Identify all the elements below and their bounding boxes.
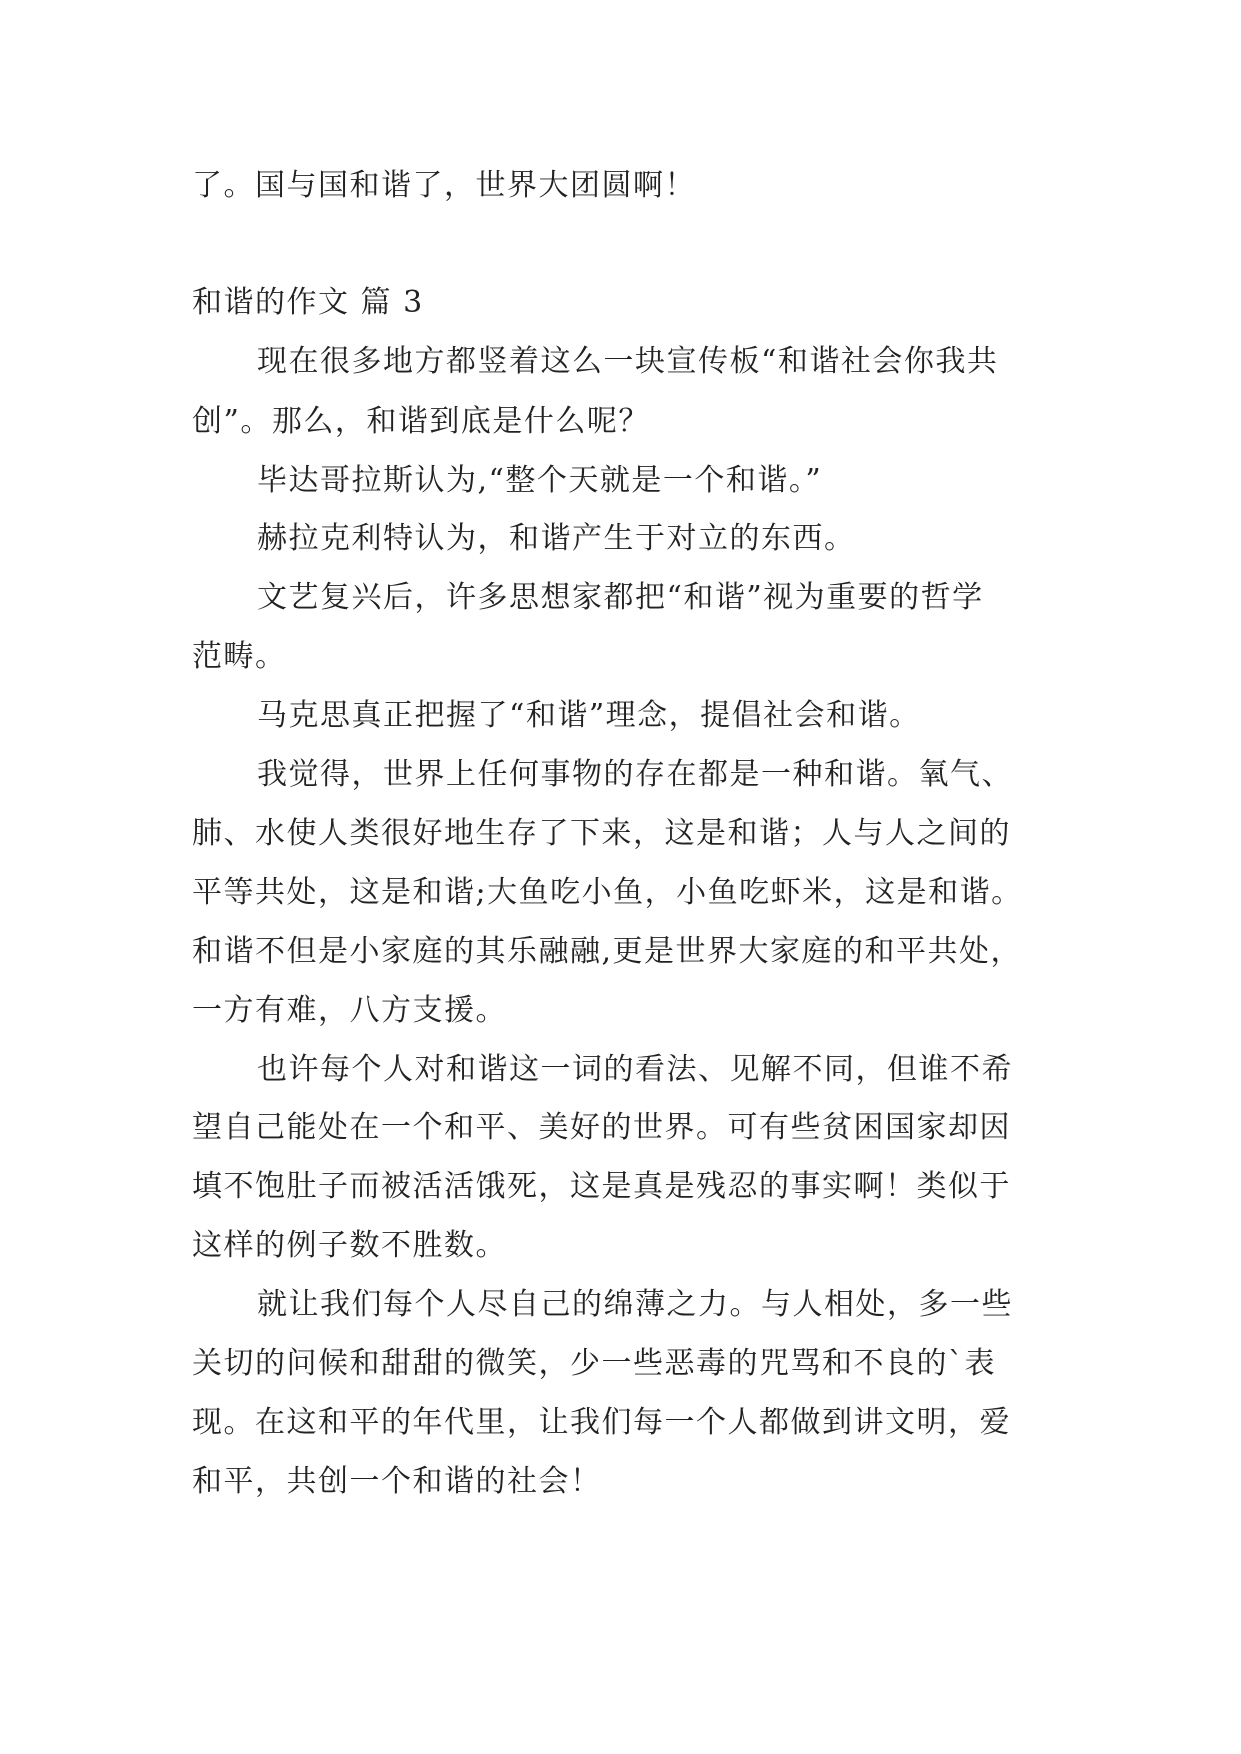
paragraph-line: 了。国与国和谐了，世界大团圆啊！ [192,168,696,203]
paragraph-line: 这样的例子数不胜数。 [192,1228,507,1263]
paragraph-line: 和平，共创一个和谐的社会！ [192,1464,602,1499]
paragraph-line: 现在很多地方都竖着这么一块宣传板“和谐社会你我共 [257,344,999,379]
paragraph-line: 创”。那么，和谐到底是什么呢？ [192,404,650,439]
paragraph-line: 平等共处，这是和谐;大鱼吃小鱼，小鱼吃虾米，这是和谐。 [192,875,1023,910]
paragraph-line: 望自己能处在一个和平、美好的世界。可有些贫困国家却因 [192,1110,1011,1145]
paragraph-line: 填不饱肚子而被活活饿死，这是真是残忍的事实啊！类似于 [192,1169,1011,1204]
paragraph-line: 毕达哥拉斯认为,“整个天就是一个和谐。” [257,463,823,498]
paragraph-line: 就让我们每个人尽自己的绵薄之力。与人相处，多一些 [257,1287,1013,1322]
section-heading: 和谐的作文 篇 3 [192,285,424,320]
paragraph-line: 肺、水使人类很好地生存了下来，这是和谐；人与人之间的 [192,816,1011,851]
paragraph-line: 现。在这和平的年代里，让我们每一个人都做到讲文明，爱 [192,1405,1011,1440]
paragraph-line: 马克思真正把握了“和谐”理念，提倡社会和谐。 [257,698,921,733]
paragraph-line: 和谐不但是小家庭的其乐融融,更是世界大家庭的和平共处， [192,934,1023,969]
paragraph-line: 一方有难，八方支援。 [192,993,507,1028]
paragraph-line: 关切的问候和甜甜的微笑，少一些恶毒的咒骂和不良的`表 [192,1346,996,1381]
paragraph-line: 范畴。 [192,639,287,674]
paragraph-line: 赫拉克利特认为，和谐产生于对立的东西。 [257,521,856,556]
paragraph-line: 文艺复兴后，许多思想家都把“和谐”视为重要的哲学 [257,580,984,615]
paragraph-line: 也许每个人对和谐这一词的看法、见解不同，但谁不希 [257,1052,1013,1087]
paragraph-line: 我觉得，世界上任何事物的存在都是一种和谐。氧气、 [257,757,1013,792]
